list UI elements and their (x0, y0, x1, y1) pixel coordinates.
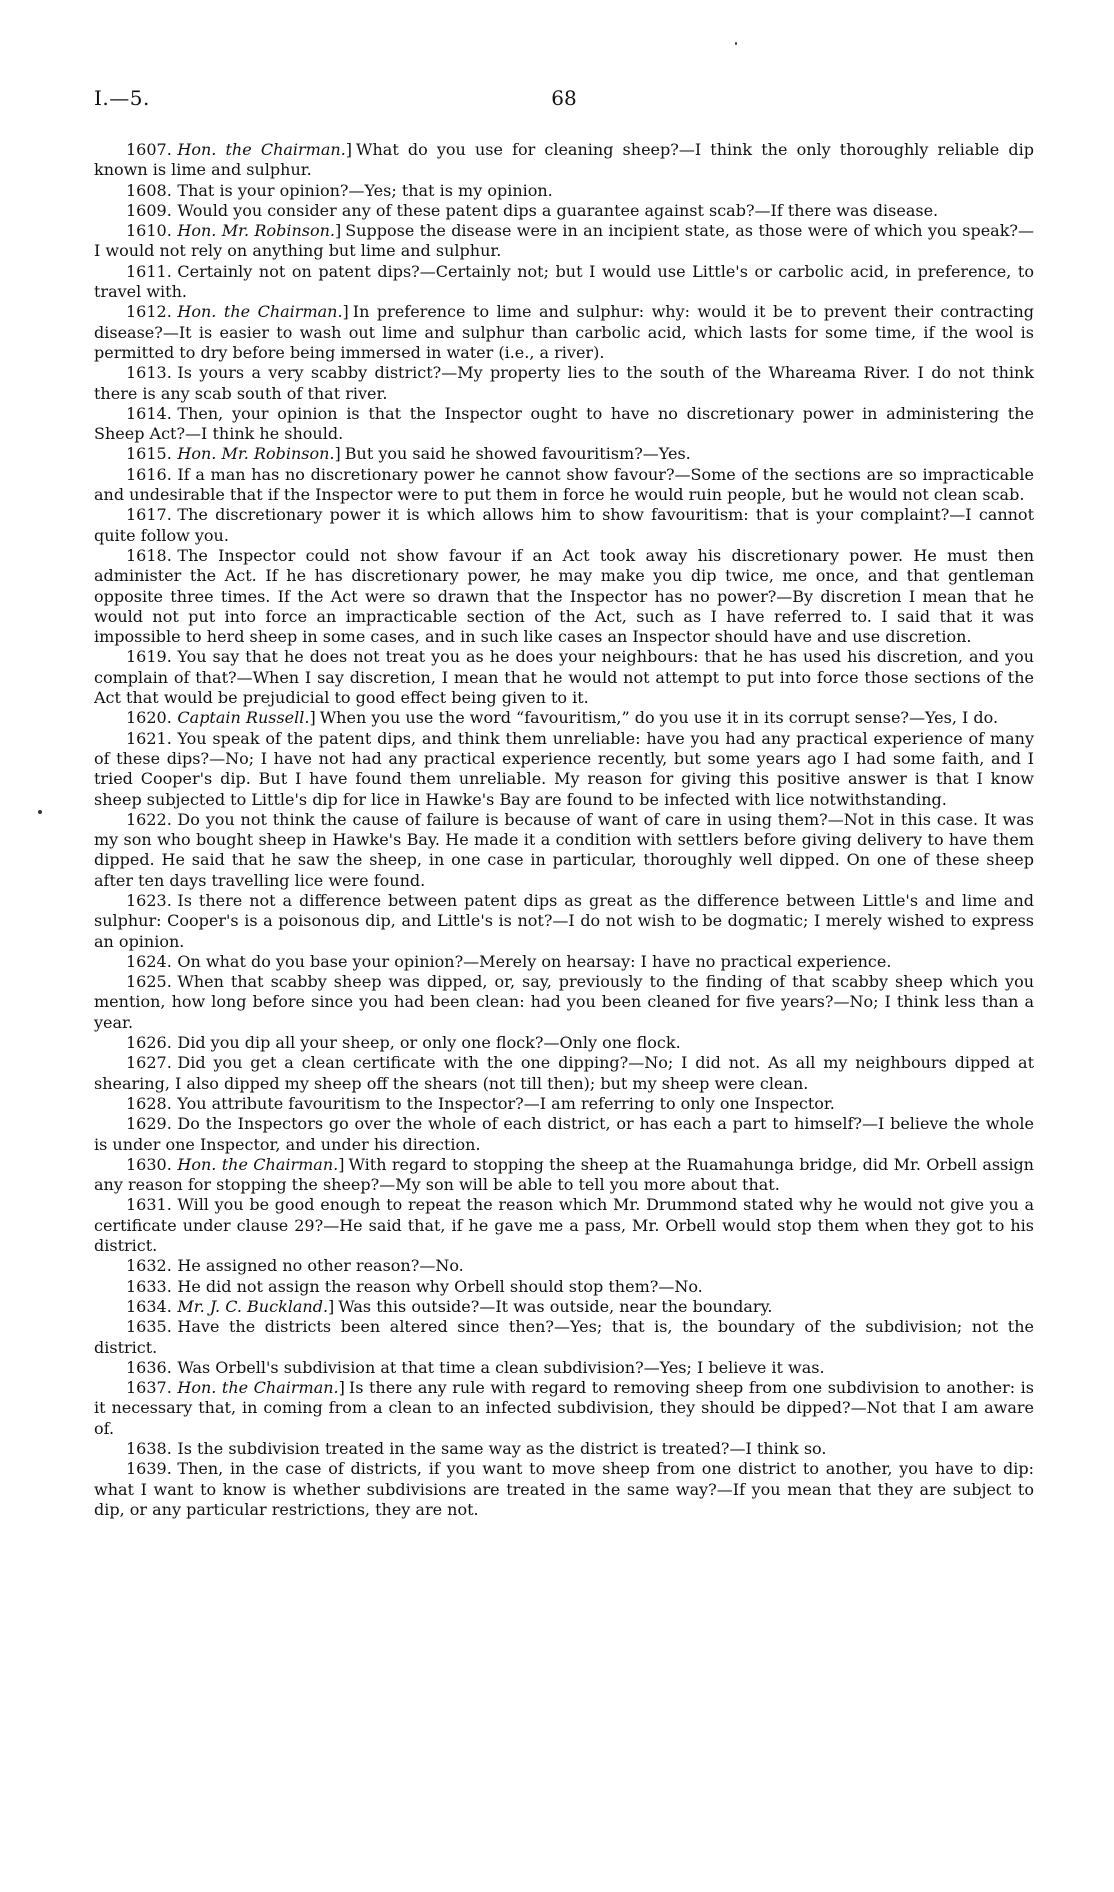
testimony-text: In preference to lime and sulphur: why: would it be to prevent their contracting disease?—It is easier to wash out lime and sulphur than carbolic acid, which lasts for some time, if the wool is permitted to dry before being immersed in water (i.e., a river). (94, 302, 1034, 362)
question-number: 1633. (126, 1276, 172, 1296)
question-number: 1615. (126, 444, 172, 464)
testimony-paragraph (94, 1114, 1034, 1155)
testimony-paragraph (94, 1439, 1034, 1459)
testimony-paragraph (94, 1033, 1034, 1053)
report-reference: I.—5. (94, 86, 150, 110)
question-number: 1627. (126, 1053, 172, 1073)
question-number: 1619. (126, 647, 172, 667)
testimony-paragraph (94, 1358, 1034, 1378)
testimony-paragraph (94, 729, 1034, 810)
speaker-name: Mr. J. C. Buckland. (177, 1296, 329, 1316)
speaker-name: Hon. the Chairman. (177, 1154, 339, 1174)
question-number: 1628. (126, 1093, 172, 1113)
speaker-bracket: ] (334, 444, 341, 464)
question-number: 1609. (126, 200, 172, 220)
question-number: 1629. (126, 1114, 172, 1134)
question-number: 1631. (126, 1195, 172, 1215)
question-number: 1635. (126, 1317, 172, 1337)
question-number: 1622. (126, 809, 172, 829)
testimony-text: With regard to stopping the sheep at the Ruamahunga bridge, did Mr. Orbell assign any reason for stopping the sheep?—My son will be able to tell you more about that. (94, 1154, 1034, 1195)
page-number: 68 (551, 86, 577, 110)
testimony-text: Is there any rule with regard to removing sheep from one subdivision to another: is it necessary that, in coming from a clean to an infected subdivision, they should be dipped?—Not that I am aware of. (94, 1378, 1034, 1438)
testimony-text: Certainly not on patent dips?—Certainly not; but I would use Little's or carbolic acid, in preference, to travel with. (94, 261, 1034, 302)
testimony-paragraph (94, 404, 1034, 445)
testimony-paragraph (94, 262, 1034, 303)
speaker-name: Hon. the Chairman. (177, 302, 343, 322)
question-number: 1616. (126, 464, 172, 484)
question-number: 1612. (126, 302, 172, 322)
testimony-text: Suppose the disease were in an incipient state, as those were of which you speak?—I would not rely on anything but lime and sulphur. (94, 221, 1034, 261)
testimony-paragraph (94, 972, 1034, 1033)
testimony-text: Is yours a very scabby district?—My property lies to the south of the Whareama River. I do not think there is any scab south of that river. (94, 363, 1034, 403)
testimony-text: Have the districts been altered since then?—Yes; that is, the boundary of the subdivision; not the district. (94, 1317, 1034, 1357)
question-number: 1620. (126, 708, 172, 728)
page-header (94, 86, 1034, 122)
speaker-bracket: ] (345, 140, 353, 159)
testimony-paragraph (94, 444, 1034, 464)
testimony-text: Do the Inspectors go over the whole of each district, or has each a part to himself?—I believe the whole is under one Inspector, and under his direction. (94, 1114, 1034, 1154)
speaker-bracket: ] (309, 708, 316, 728)
testimony-text: The discretionary power it is which allows him to show favouritism: that is your complaint?—I cannot quite follow you. (94, 505, 1034, 545)
question-number: 1626. (126, 1033, 172, 1053)
scan-speck (38, 810, 42, 814)
testimony-text: Did you dip all your sheep, or only one flock?—Only one flock. (177, 1033, 681, 1053)
testimony-text: Was Orbell's subdivision at that time a clean subdivision?—Yes; I believe it was. (177, 1357, 825, 1377)
testimony-text: Did you get a clean certificate with the one dipping?—No; I did not. As all my neighbours dipped at shearing, I also dipped my sheep off the shears (not till then); but my sheep were clean. (94, 1053, 1034, 1093)
testimony-paragraph (94, 1094, 1034, 1114)
speaker-name: Hon. the Chairman. (177, 140, 346, 159)
testimony-text: Is there not a difference between patent dips as great as the difference between Little's and lime and sulphur: Cooper's is a poisonous dip, and Little's is not?—I do not wish to be dogmatic; I merely wished to express an opinion. (94, 890, 1034, 951)
testimony-text: When you use the word “favouritism,” do you use it in its corrupt sense?—Yes, I do. (319, 708, 999, 728)
testimony-text: Do you not think the cause of failure is because of want of care in using them?—Not in this case. It was my son who bought sheep in Hawke's Bay. He made it a condition with settlers before giving delivery to have them dipped. He said that he saw the sheep, in one case in particular, thoroughly well dipped. On one of these sheep after ten days travelling lice were found. (94, 809, 1034, 890)
evidence-transcript (94, 140, 1034, 1520)
testimony-paragraph (94, 302, 1034, 363)
testimony-paragraph (94, 1155, 1034, 1196)
testimony-paragraph (94, 647, 1034, 708)
testimony-paragraph (94, 1459, 1034, 1520)
testimony-paragraph (94, 1378, 1034, 1439)
testimony-paragraph (94, 140, 1034, 181)
question-number: 1610. (126, 221, 172, 241)
question-number: 1625. (126, 972, 172, 992)
speaker-name: Hon. Mr. Robinson. (177, 444, 335, 464)
testimony-text: You attribute favouritism to the Inspector?—I am referring to only one Inspector. (177, 1093, 835, 1113)
testimony-text: That is your opinion?—Yes; that is my opinion. (177, 180, 553, 200)
speaker-bracket: ] (338, 1154, 345, 1174)
testimony-text: Then, in the case of districts, if you want to move sheep from one district to another, you have to dip: what I want to know is whether subdivisions are treated in the same way?—If you mean that they are subject to dip, or any particular restrictions, they are not. (94, 1459, 1034, 1519)
testimony-text: Is the subdivision treated in the same way as the district is treated?—I think so. (177, 1439, 827, 1458)
speaker-name: Captain Russell. (177, 708, 310, 728)
question-number: 1623. (126, 890, 172, 910)
testimony-text: On what do you base your opinion?—Merely on hearsay: I have no practical experience. (177, 951, 892, 971)
testimony-text: When that scabby sheep was dipped, or, say, previously to the finding of that scabby sheep which you mention, how long before since you had been clean: had you been cleaned for five years?—No; I think less than a year. (94, 972, 1034, 1032)
testimony-paragraph (94, 708, 1034, 728)
testimony-paragraph (94, 1195, 1034, 1256)
testimony-text: But you said he showed favouritism?—Yes. (344, 444, 691, 464)
testimony-text: Will you be good enough to repeat the reason which Mr. Drummond stated why he would not give you a certificate under clause 29?—He said that, if he gave me a pass, Mr. Orbell would stop them when they got to his district. (94, 1195, 1034, 1256)
testimony-paragraph (94, 505, 1034, 546)
testimony-text: You speak of the patent dips, and think them unreliable: have you had any practical experience of many of these dips?—No; I have not had any practical experience recently, but some years ago I had some faith, and I tried Cooper's dip. But I have found them unreliable. My reason for giving this positive answer is that I know sheep subjected to Little's dip for lice in Hawke's Bay are found to be infected with lice notwithstanding. (94, 728, 1034, 809)
testimony-text: He did not assign the reason why Orbell should stop them?—No. (177, 1276, 703, 1296)
testimony-text: You say that he does not treat you as he does your neighbours: that he has used his discretion, and you complain of that?—When I say discretion, I mean that he would not attempt to put into force those sections of the Act that would be prejudicial to good effect being given to it. (94, 647, 1034, 708)
testimony-paragraph (94, 221, 1034, 262)
speaker-name: Hon. the Chairman. (177, 1378, 339, 1398)
question-number: 1618. (126, 545, 172, 565)
testimony-paragraph (94, 546, 1034, 647)
speaker-bracket: ] (328, 1296, 335, 1316)
question-number: 1636. (126, 1357, 172, 1377)
testimony-paragraph (94, 181, 1034, 201)
question-number: 1638. (126, 1439, 172, 1458)
question-number: 1637. (126, 1378, 172, 1398)
speaker-name: Hon. Mr. Robinson. (177, 221, 335, 241)
testimony-text: Then, your opinion is that the Inspector ought to have no discretionary power in administering the Sheep Act?—I think he should. (94, 403, 1034, 444)
speaker-bracket: ] (335, 221, 342, 241)
question-number: 1621. (126, 728, 172, 748)
testimony-paragraph (94, 1053, 1034, 1094)
question-number: 1639. (126, 1459, 172, 1479)
testimony-text: What do you use for cleaning sheep?—I think the only thoroughly reliable dip known is lime and sulphur. (94, 140, 1034, 180)
speaker-bracket: ] (342, 302, 349, 322)
question-number: 1630. (126, 1154, 172, 1174)
testimony-paragraph (94, 363, 1034, 404)
testimony-text: If a man has no discretionary power he cannot show favour?—Some of the sections are so impracticable and undesirable that if the Inspector were to put them in force he would ruin people, but he would not clean scab. (94, 464, 1034, 505)
question-number: 1617. (126, 505, 172, 525)
testimony-paragraph (94, 891, 1034, 952)
scan-speck (735, 42, 737, 45)
testimony-paragraph (94, 810, 1034, 891)
testimony-paragraph (94, 465, 1034, 506)
testimony-text: The Inspector could not show favour if an Act took away his discretionary power. He must then administer the Act. If he has discretionary power, he may make you dip twice, me once, and that gentleman opposite three times. If the Act were so drawn that the Inspector has no power?—By discretion I mean that he would not put into force an impracticable section of the Act, such as I have referred to. I said that it was impossible to herd sheep in some cases, and in such like cases an Inspector should have and use discretion. (94, 545, 1034, 647)
testimony-text: Would you consider any of these patent dips a guarantee against scab?—If there was disease. (177, 200, 939, 220)
question-number: 1608. (126, 180, 172, 200)
testimony-paragraph (94, 952, 1034, 972)
testimony-paragraph (94, 201, 1034, 221)
question-number: 1634. (126, 1296, 172, 1316)
speaker-bracket: ] (338, 1378, 345, 1398)
testimony-text: He assigned no other reason?—No. (177, 1256, 464, 1276)
testimony-paragraph (94, 1317, 1034, 1358)
question-number: 1611. (126, 261, 172, 281)
question-number: 1624. (126, 951, 172, 971)
testimony-text: Was this outside?—It was outside, near the boundary. (338, 1296, 773, 1316)
testimony-paragraph (94, 1297, 1034, 1317)
question-number: 1632. (126, 1256, 172, 1276)
question-number: 1613. (126, 363, 172, 383)
testimony-paragraph (94, 1277, 1034, 1297)
testimony-paragraph (94, 1256, 1034, 1276)
question-number: 1607. (126, 140, 172, 159)
question-number: 1614. (126, 403, 172, 423)
